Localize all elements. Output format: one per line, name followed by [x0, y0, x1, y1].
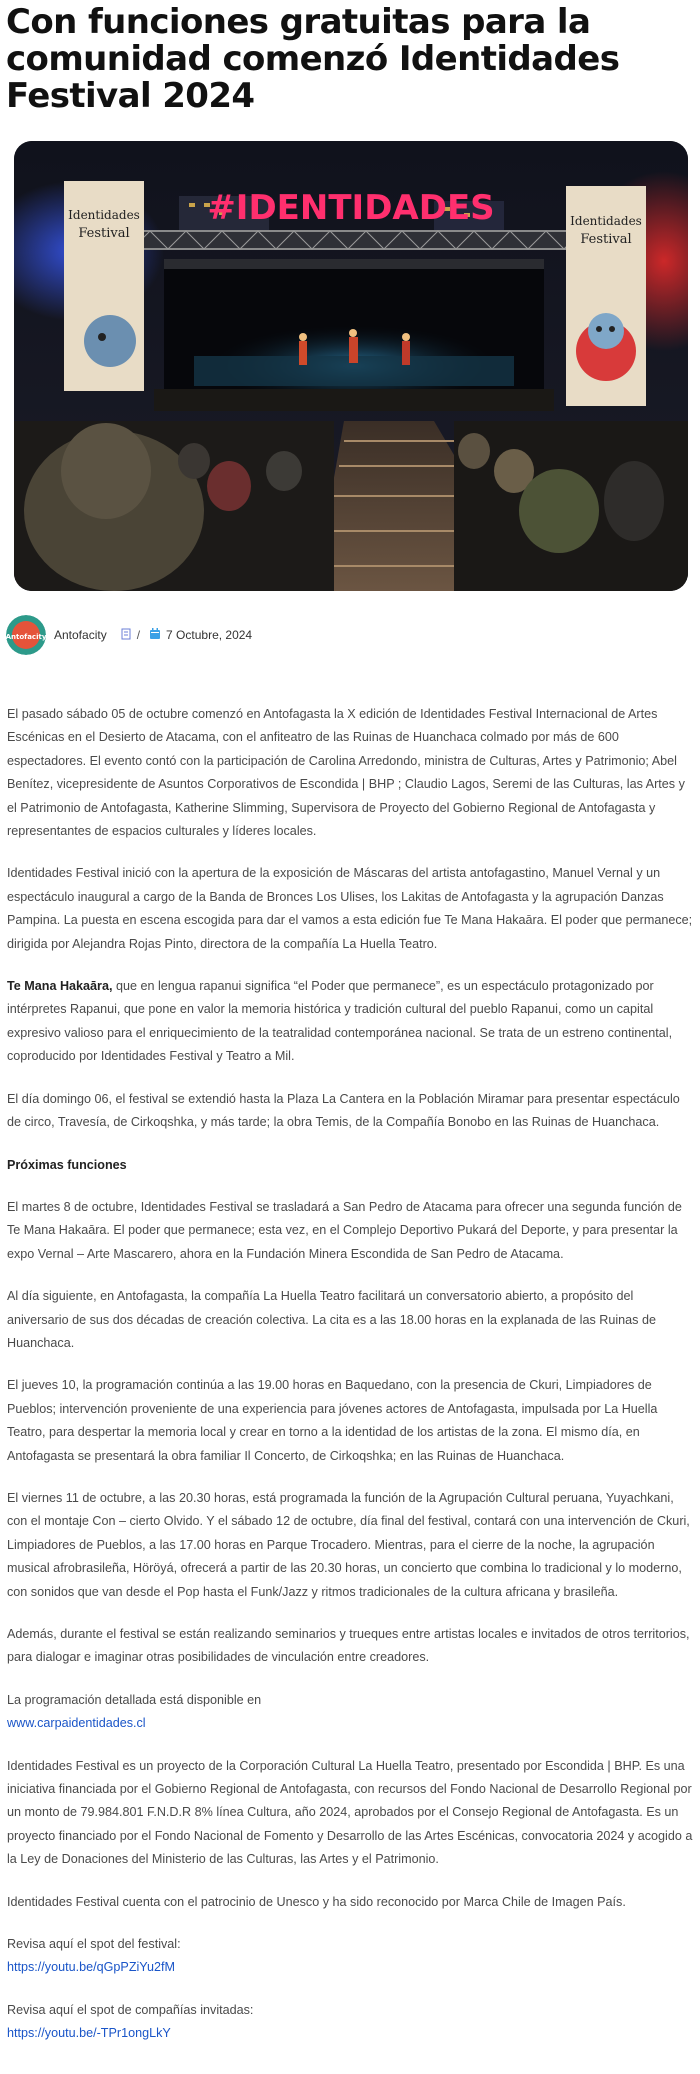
heading-proximas-text: Próximas funciones [7, 1157, 127, 1172]
heading-proximas [7, 1154, 697, 1177]
author-link[interactable]: Antofacity [54, 628, 107, 642]
paragraph-spot-festival [7, 1933, 697, 1980]
spot-festival-link[interactable]: https://youtu.be/qGpPZiYu2fM [7, 1960, 176, 1975]
spot-festival-text: Revisa aquí el spot del festival: [7, 1937, 181, 1952]
program-link[interactable]: www.carpaidentidades.cl [7, 1716, 146, 1731]
paragraph-thursday: El jueves 10, la programación continúa a las 19.00 horas en Baquedano, con la presencia de Ckuri, Limpiadores de Pueblos; intervención proveniente de una experiencia para jóvenes actores de Antofagasta, impulsada por La Huella Teatro, para despertar la memoria local y crear en torno a la identidad de los artistas de la zona. El mismo día, en Antofagasta se presentará la obra familiar Il Concerto, de Cirkoqshka; en las Ruinas de Huanchaca. [7, 1378, 658, 1463]
paragraph-sunday: El día domingo 06, el festival se extendió hasta la Plaza La Cantera en la Población Miramar para presentar espectáculo de circo, Travesía, de Cirkoqshka, y más tarde; la obra Temis, de la Compañía Bonobo en las Ruinas de Huanchaca. [7, 1091, 680, 1130]
banner-left-title-1: Identidades [68, 208, 140, 222]
te-mana-title: Te Mana Hakaāra, [7, 979, 113, 994]
paragraph-opening: Identidades Festival inició con la apertura de la exposición de Máscaras del artista antofagastino, Manuel Vernal y un espectáculo inaugural a cargo de la Banda de Bronces Los Ulises, los Lakitas de Antofagasta y la agrupación Danzas Pampina. La puesta en escena escogida para dar el vamos a esta edición fue Te Mana Hakaāra. El poder que permanece; dirigida por Alejandra Rojas Pinto, directora de la compañía La Huella Teatro. [7, 866, 693, 951]
banner-right-title-1: Identidades [570, 214, 642, 228]
banner-left-title-2: Festival [78, 226, 130, 241]
paragraph-seminars: Además, durante el festival se están realizando seminarios y trueques entre artistas locales e invitados de otros territorios, para dialogar e imaginar otras posibilidades de vinculación entre creadores. [7, 1627, 690, 1665]
meta-separator: / [136, 628, 141, 642]
paragraph-unesco: Identidades Festival cuenta con el patrocinio de Unesco y ha sido reconocido por Marca Chile de Imagen País. [7, 1894, 626, 1909]
avatar[interactable] [6, 615, 46, 655]
calendar-icon [150, 628, 160, 642]
festival-stage-photo [14, 141, 688, 591]
spot-companias-text: Revisa aquí el spot de compañías invitadas: [7, 2002, 254, 2017]
article-meta [6, 613, 694, 657]
paragraph-tuesday: El martes 8 de octubre, Identidades Festival se trasladará a San Pedro de Atacama para ofrecer una segunda función de Te Mana Hakaāra. El poder que permanece; esta vez, en el Complejo Deportivo Pukará del Deporte, y para presentar la expo Vernal – Arte Mascarero, ahora en la Fundación Minera Escondida de San Pedro de Atacama. [7, 1199, 682, 1261]
paragraph-intro: El pasado sábado 05 de octubre comenzó en Antofagasta la X edición de Identidades Festival Internacional de Artes Escénicas en el Desierto de Atacama, con el anfiteatro de las Ruinas de Huanchaca colmado por más de 600 espectadores. El evento contó con la participación de Carolina Arredondo, ministra de Culturas, Artes y Patrimonio; Abel Benítez, vicepresidente de Asuntos Corporativos de Escondida | BHP ; Claudio Lagos, Seremi de las Culturas, las Artes y el Patrimonio de Antofagasta, Katherine Slimming, Supervisora de Proyecto del Gobierno Regional de Antofagasta y representantes de espacios culturales y líderes locales. [7, 707, 685, 839]
featured-image [14, 141, 688, 591]
publish-date: 7 Octubre, 2024 [166, 628, 253, 642]
program-text: La programación detallada está disponible en [7, 1692, 262, 1707]
paragraph-spot-companias [7, 1999, 697, 2046]
identidades-sign: #IDENTIDADES [207, 188, 495, 228]
spot-companias-link[interactable]: https://youtu.be/-TPr1ongLkY [7, 2026, 171, 2041]
banner-right-title-2: Festival [580, 232, 632, 247]
category-icon[interactable] [121, 628, 131, 643]
paragraph-wednesday: Al día siguiente, en Antofagasta, la compañía La Huella Teatro facilitará un conversatorio abierto, a propósito del aniversario de sus dos décadas de creación colectiva. La cita es a las 18.00 horas en la explanada de las Ruinas de Huanchaca. [7, 1289, 656, 1350]
paragraph-te-mana [7, 975, 697, 1069]
paragraph-program [7, 1689, 697, 1736]
te-mana-description: que en lengua rapanui significa “el Poder que permanece”, es un espectáculo protagonizado por intérpretes Rapanui, que pone en valor la memoria histórica y tradición cultural del pueblo Rapanui, como un capital expresivo valioso para el enriquecimiento de la teatralidad contemporánea nacional. Se trata de un estreno continental, coproducido por Identidades Festival y Teatro a Mil. [7, 979, 673, 1064]
avatar-text: Antofacity [6, 633, 46, 641]
article-title: Con funciones gratuitas para la comunidad comenzó Identidades Festival 2024 [6, 2, 620, 116]
avatar-logo [6, 615, 46, 655]
article-body [7, 703, 697, 2065]
paragraph-funding: Identidades Festival es un proyecto de la Corporación Cultural La Huella Teatro, presentado por Escondida | BHP. Es una iniciativa financiada por el Gobierno Regional de Antofagasta, con recursos del Fondo Nacional de Desarrollo Regional por un monto de 79.984.801 F.N.D.R 8% línea Cultura, año 2024, aprobados por el Consejo Regional de Antofagasta. Es un proyecto financiado por el Fondo Nacional de Fomento y Desarrollo de las Artes Escénicas, convocatoria 2024 y acogido a la Ley de Donaciones del Ministerio de las Culturas, las Artes y el Patrimonio. [7, 1758, 693, 1867]
paragraph-friday: El viernes 11 de octubre, a las 20.30 horas, está programada la función de la Agrupación Cultural peruana, Yuyachkani, con el montaje Con – cierto Olvido. Y el sábado 12 de octubre, día final del festival, contará con una intervención de Ckuri, Limpiadores de Pueblos, a las 17.00 horas en Parque Trocadero. Mientras, para el cierre de la noche, la agrupación musical afrobrasileña, Höröyá, ofrecerá a partir de las 20.30 horas, un concierto que combina lo tradicional y lo moderno, con sonidos que van desde el Pop hasta el Funk/Jazz y ritmos tradicionales de la cultura africana y brasileña. [7, 1490, 690, 1599]
